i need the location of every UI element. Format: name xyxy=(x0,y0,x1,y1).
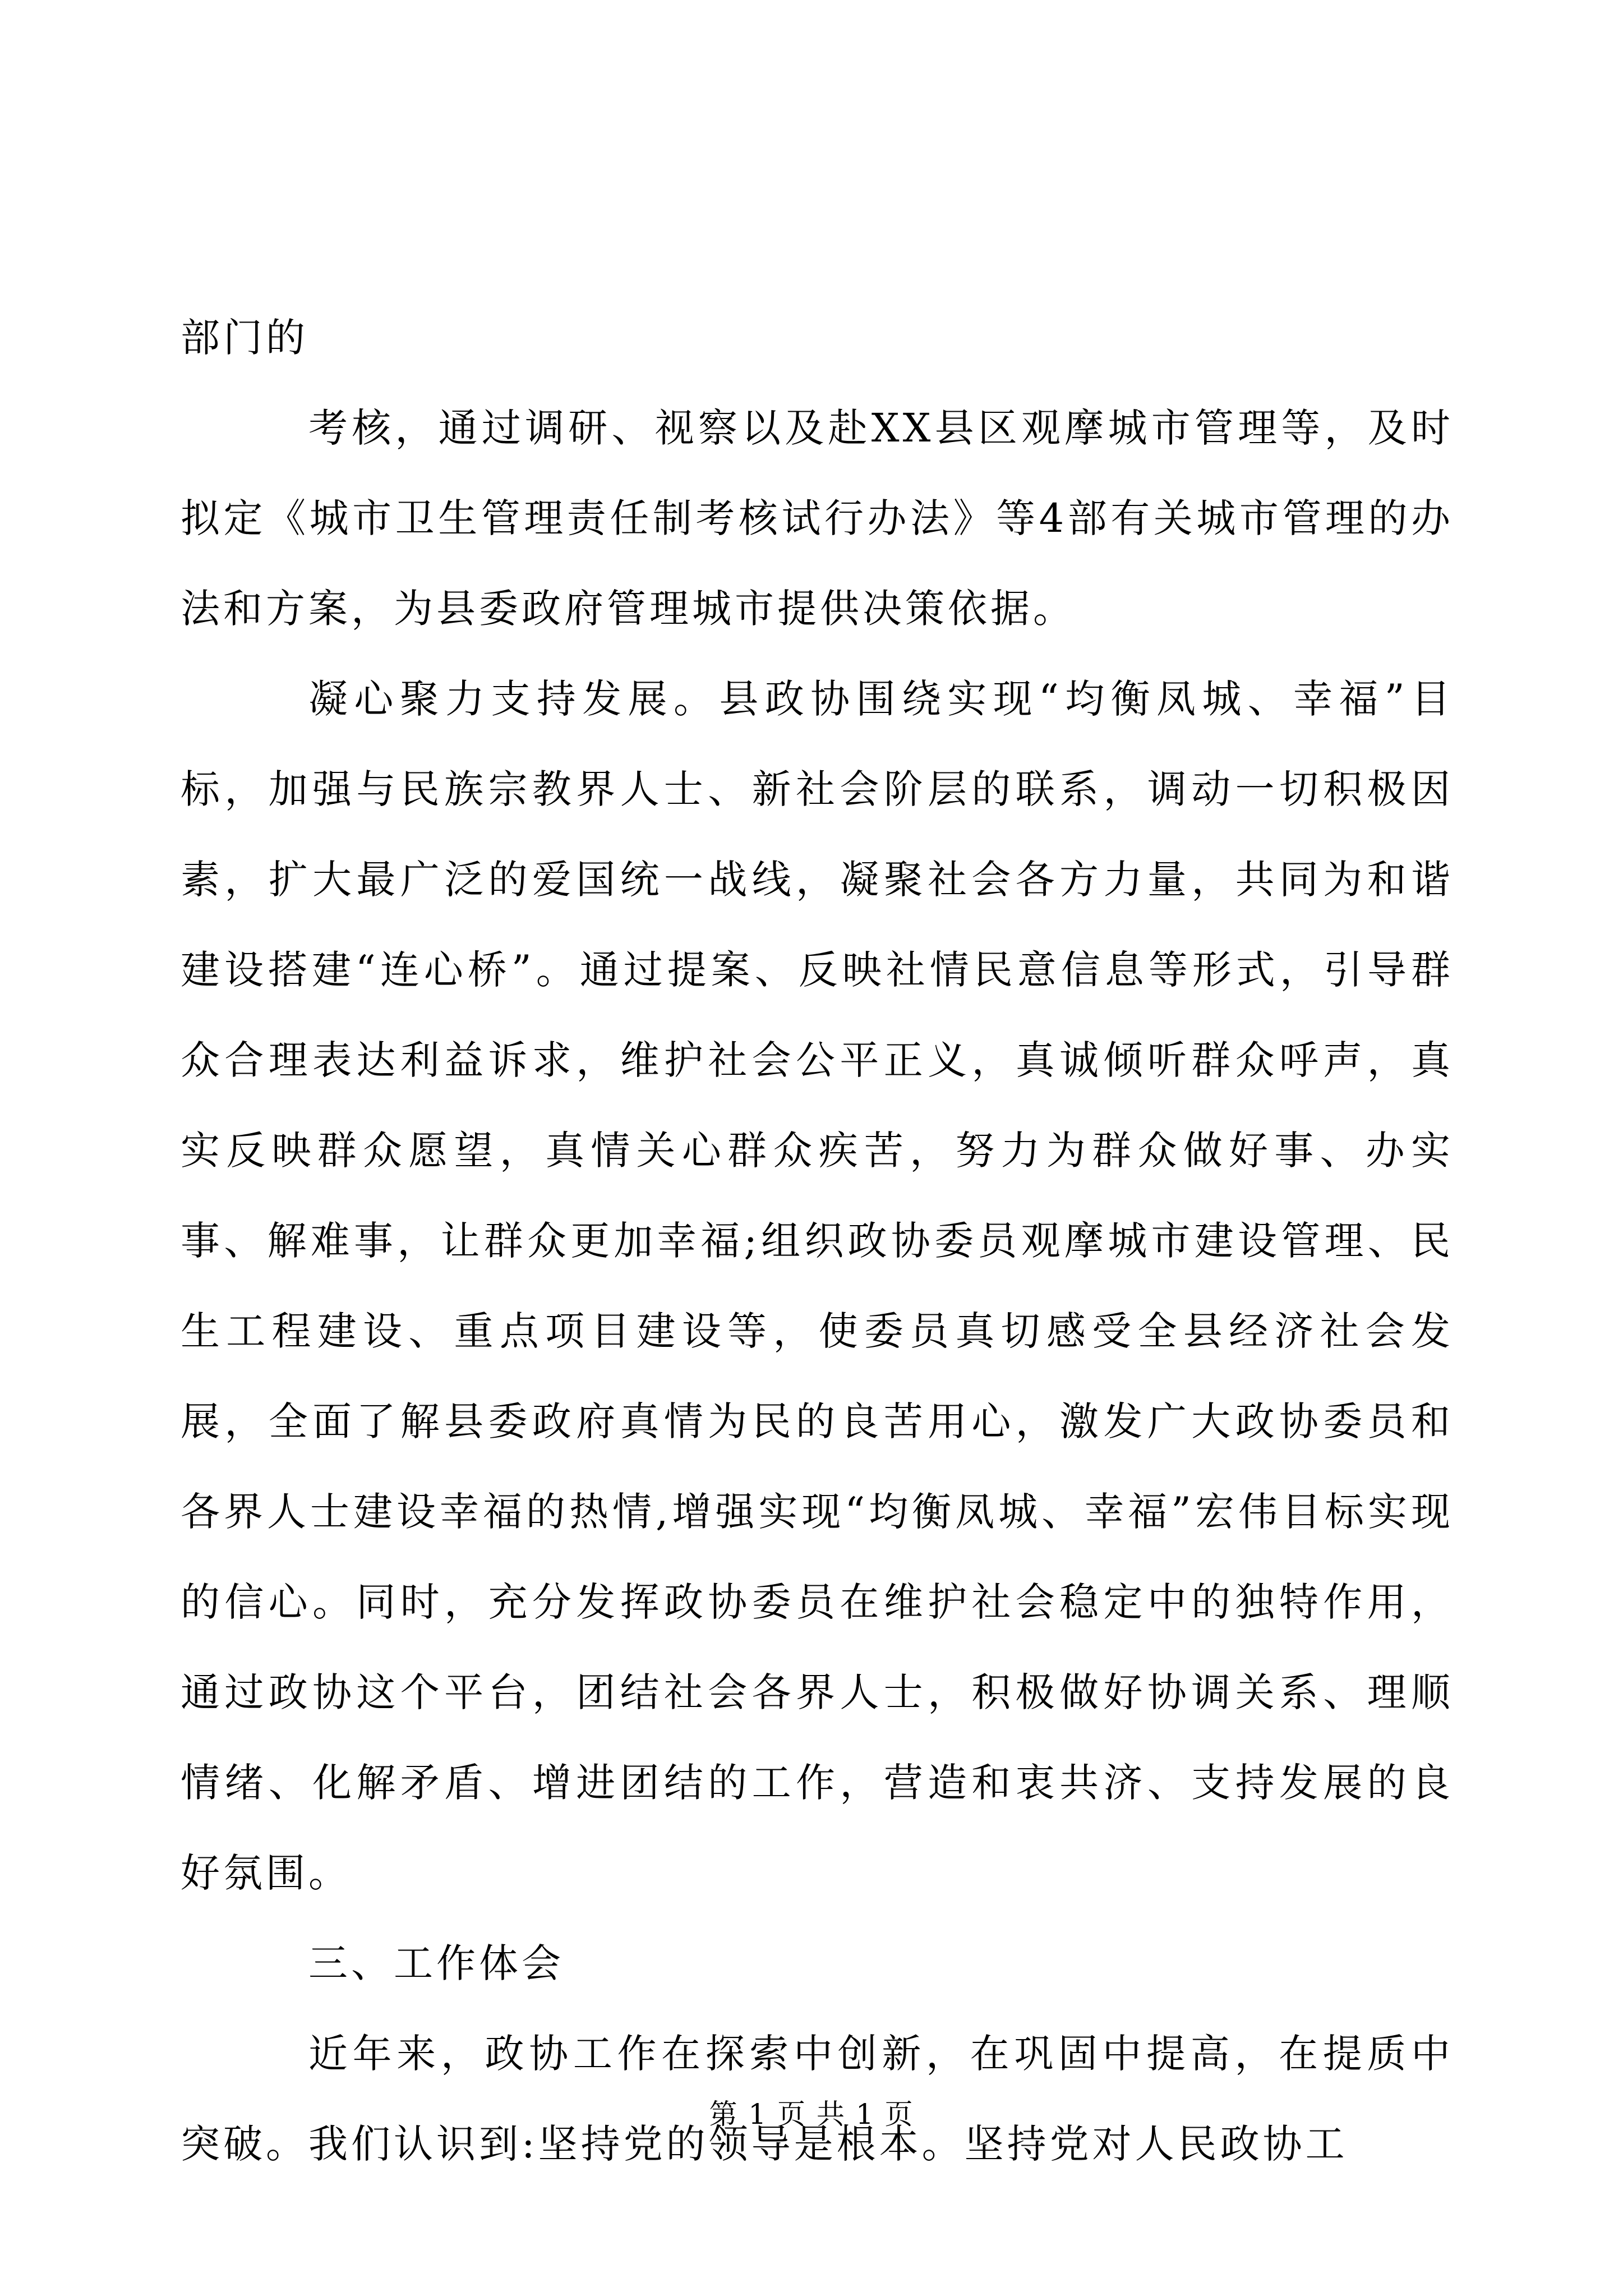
paragraph-support-development: 凝心聚力支持发展。县政协围绕实现“均衡凤城、幸福”目标，加强与民族宗教界人士、新社会阶层的联系，调动一切积极因素，扩大最广泛的爱国统一战线，凝聚社会各方力量，共同为和谐建设搭建“连心桥”。通过提案、反映社情民意信息等形式，引导群众合理表达利益诉求，维护社会公平正义，真诚倾听群众呼声，真实反映群众愿望，真情关心群众疾苦，努力为群众做好事、办实事、解难事，让群众更加幸福;组织政协委员观摩城市建设管理、民生工程建设、重点项目建设等，使委员真切感受全县经济社会发展，全面了解县委政府真情为民的良苦用心，激发广大政协委员和各界人士建设幸福的热情,增强实现“均衡凤城、幸福”宏伟目标实现的信心。同时，充分发挥政协委员在维护社会稳定中的独特作用，通过政协这个平台，团结社会各界人士，积极做好协调关系、理顺情绪、化解矛盾、增进团结的工作，营造和衷共济、支持发展的良好氛围。 xyxy=(181,676,1454,1896)
page-footer: 第 1 页 共 1 页 xyxy=(709,2098,914,2131)
paragraph-assessment: 考核，通过调研、视察以及赴XX县区观摩城市管理等，及时拟定《城市卫生管理责任制考核试行办法》等4部有关城市管理的办法和方案，为县委政府管理城市提供决策依据。 xyxy=(181,405,1454,632)
section-heading-work-experience: 三、工作体会 xyxy=(308,1940,564,1986)
document-body xyxy=(181,293,1454,2189)
paragraph-continuation: 部门的 xyxy=(181,315,308,361)
paragraph-recent-years: 近年来，政协工作在探索中创新，在巩固中提高，在提质中突破。我们认识到:坚持党的领导是根本。坚持党对人民政协工 xyxy=(181,2031,1454,2167)
